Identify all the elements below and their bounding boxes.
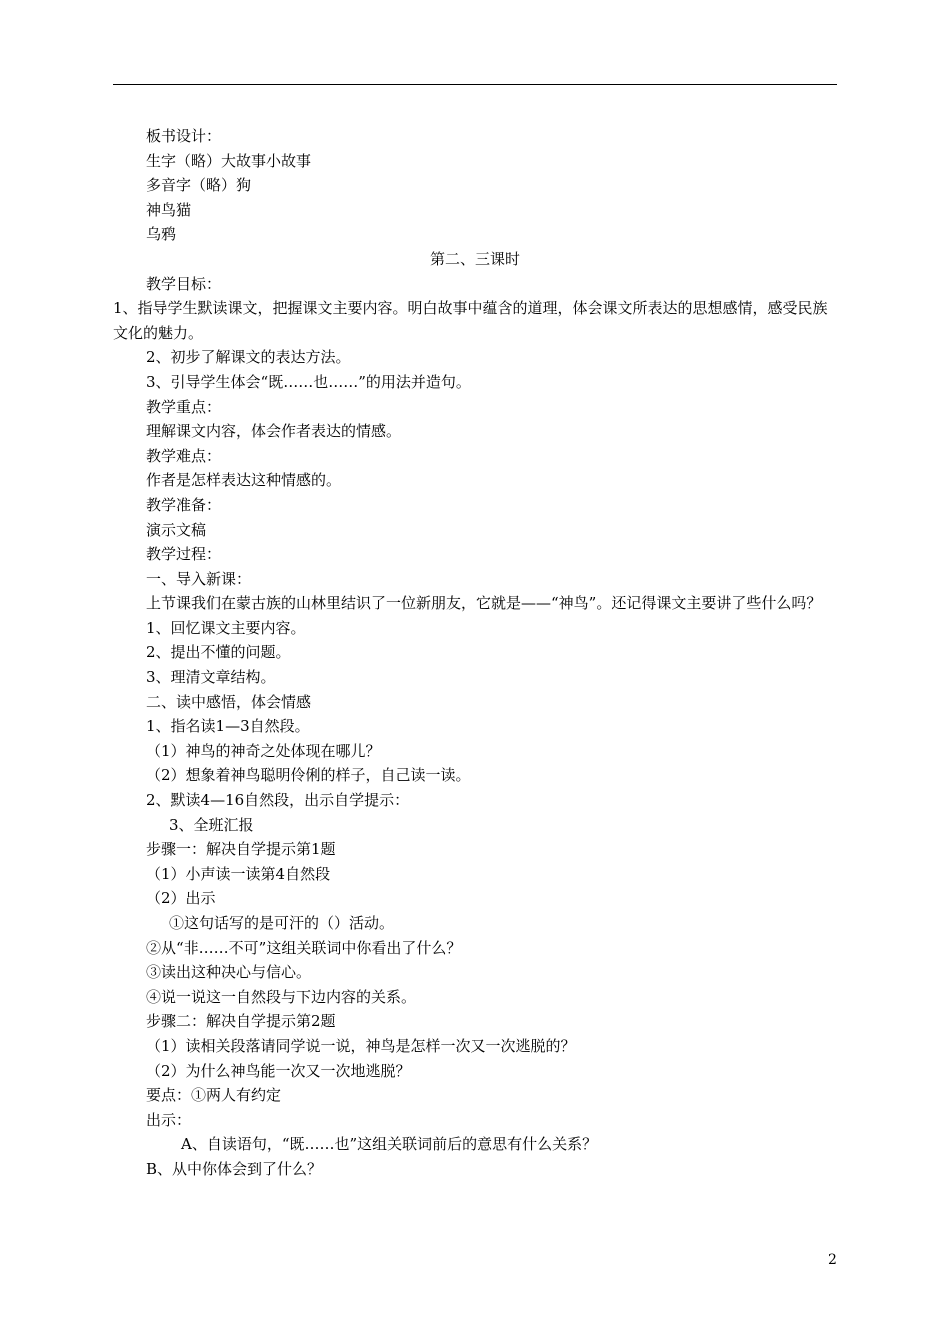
board-design-heading: 板书设计： <box>146 127 222 145</box>
difficulty-text: 作者是怎样表达这种情感的。 <box>146 471 342 490</box>
part1-item: 3、理清文章结构。 <box>146 668 276 687</box>
goals-heading: 教学目标： <box>146 274 222 293</box>
process-heading: 教学过程： <box>146 545 222 564</box>
part1-item: 2、提出不懂的问题。 <box>146 643 291 662</box>
part2-line: （1）神鸟的神奇之处体现在哪儿？ <box>146 741 381 760</box>
key-points-heading: 教学重点： <box>146 397 222 416</box>
step2-line: （2）为什么神鸟能一次又一次地逃脱？ <box>146 1061 411 1080</box>
part1-title: 一、导入新课： <box>146 569 252 588</box>
part2-line: 3、全班汇报 <box>169 815 254 834</box>
step1-line: ④说一说这一自然段与下边内容的关系。 <box>146 987 417 1006</box>
part1-item: 1、回忆课文主要内容。 <box>146 618 306 637</box>
step2-line: A、自读语句，“既……也”这组关联词前后的意思有什么关系？ <box>181 1135 598 1154</box>
step1-line: ②从“非……不可”这组关联词中你看出了什么？ <box>146 938 462 957</box>
goal-item: 3、引导学生体会“既……也……”的用法并造句。 <box>146 372 471 391</box>
goal-item: 2、初步了解课文的表达方法。 <box>146 348 351 367</box>
part2-title: 二、读中感悟，体会情感 <box>146 692 312 711</box>
document-body <box>113 124 837 1182</box>
key-points-text: 理解课文内容，体会作者表达的情感。 <box>146 422 402 441</box>
board-design-line: 多音字（略）狗 <box>146 176 252 195</box>
step2-line: 要点：①两人有约定 <box>146 1086 282 1105</box>
board-design-line: 生字（略）大故事小故事 <box>146 151 312 170</box>
step1-line: ①这句话写的是可汗的（）活动。 <box>169 914 395 932</box>
part2-line: 2、默读4—16自然段，出示自学提示： <box>146 791 410 810</box>
step1-line: ③读出这种决心与信心。 <box>146 963 312 982</box>
section-title: 第二、三课时 <box>429 249 520 268</box>
board-design-line: 神鸟猫 <box>146 200 192 219</box>
step2-line: B、从中你体会到了什么？ <box>146 1159 323 1178</box>
step2-line: （1）读相关段落请同学说一说，神鸟是怎样一次又一次逃脱的？ <box>146 1036 576 1055</box>
preparation-text: 演示文稿 <box>146 520 207 539</box>
step1-title: 步骤一：解决自学提示第1题 <box>146 840 336 859</box>
step2-line: 出示： <box>146 1110 192 1129</box>
page-number: 2 <box>828 1252 837 1268</box>
preparation-heading: 教学准备： <box>146 495 222 514</box>
difficulty-heading: 教学难点： <box>146 446 222 465</box>
header-rule <box>113 84 837 85</box>
part1-intro: 上节课我们在蒙古族的山林里结识了一位新朋友，它就是——“神鸟”。还记得课文主要讲了些什么吗？ <box>146 594 822 613</box>
step2-title: 步骤二：解决自学提示第2题 <box>146 1012 336 1031</box>
board-design-line: 乌鸦 <box>146 225 177 244</box>
part2-line: （2）想象着神鸟聪明伶俐的样子，自己读一读。 <box>146 766 471 785</box>
step1-line: （1）小声读一读第4自然段 <box>146 864 331 883</box>
step1-line: （2）出示 <box>146 889 216 908</box>
part2-line: 1、指名读1—3自然段。 <box>146 717 310 736</box>
goal-item: 1、指导学生默读课文，把握课文主要内容。明白故事中蕴含的道理，体会课文所表达的思想感情，感受民族文化的魅力。 <box>113 299 828 342</box>
